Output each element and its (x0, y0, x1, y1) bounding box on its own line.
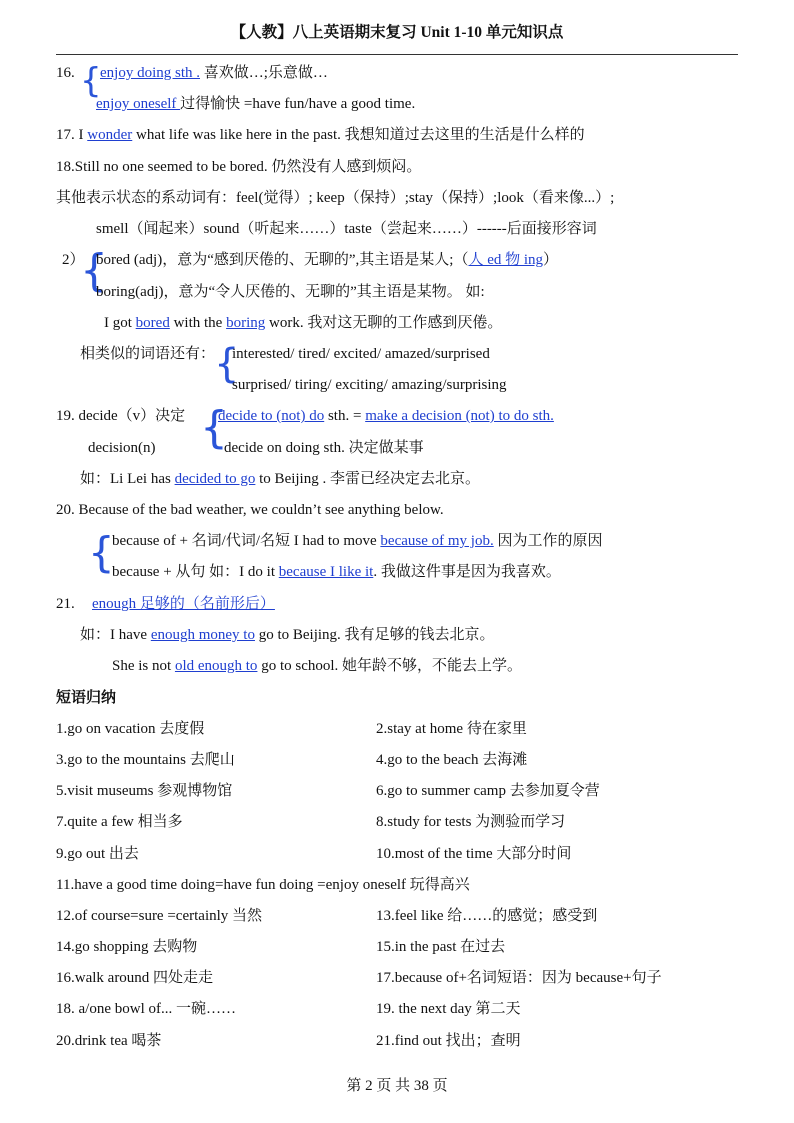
text-segment: with the (169, 315, 227, 331)
left-brace-icon: { (214, 341, 240, 387)
phrase-item: 21.find out 找出；查明 (376, 1033, 521, 1049)
text-segment: work. 我对这无聊的工作感到厌倦。 (265, 315, 503, 331)
phrase-item: 11.have a good time doing=have fun doing =enjoy oneself 玩得高兴 (56, 877, 470, 893)
item-20-because (112, 562, 561, 582)
item-19-example (80, 469, 480, 489)
text-segment: 因为工作的原因 (493, 533, 603, 549)
keyword-boring: boring (226, 315, 266, 331)
item-19-line2: decide on doing sth. 决定做某事 (224, 440, 424, 456)
page-title: 【人教】八上英语期末复习 Unit 1-10 单元知识点 (230, 24, 564, 41)
text-segment: She is not (112, 658, 175, 674)
item-19-noun: decision(n) (88, 440, 156, 456)
phrase-meaning: 过得愉快 =have fun/have a good time. (180, 96, 416, 112)
text-segment: . 我做这件事是因为我喜欢。 (373, 564, 561, 580)
page-footer: 第 2 页 共 38 页 (346, 1078, 448, 1094)
similar-words-label: 相类似的词语还有： (80, 346, 216, 362)
keyword-wonder: wonder (87, 127, 133, 143)
phrase-item: 7.quite a few 相当多 (56, 814, 183, 830)
item-20: 20. Because of the bad weather, we couldn’t see anything below. (56, 502, 444, 518)
item-16-number: 16. (56, 65, 75, 81)
keyword-bored: bored (135, 315, 170, 331)
phrase-item: 4.go to the beach 去海滩 (376, 752, 528, 768)
text-segment: because of + 名词/代词/名短 I had to move (112, 533, 381, 549)
phrase-item: 5.visit museums 参观博物馆 (56, 783, 233, 799)
bored-example (104, 313, 502, 333)
left-brace-icon: { (200, 402, 228, 453)
section-title-phrases: 短语归纳 (56, 690, 117, 706)
phrase-item: 9.go out 出去 (56, 846, 139, 862)
keyword-enough: enough 足够的（名前形后） (92, 596, 275, 612)
item-16-line1 (100, 63, 328, 83)
phrase-item: 17.because of+名词短语：因为 because+句子 (376, 970, 662, 986)
phrase-meaning: 喜欢做…;乐意做… (200, 65, 328, 81)
header-divider (56, 54, 738, 55)
phrase-item: 19. the next day 第二天 (376, 1001, 521, 1017)
item-20-because-of (112, 531, 602, 551)
item-21-heading (92, 594, 275, 614)
item-17 (56, 125, 585, 145)
keyword-decided-to-go: decided to go (174, 471, 256, 487)
linking-verbs-line2: smell（闻起来）sound（听起来……）taste（尝起来……）------后面接形容词 (96, 221, 597, 237)
phrase-item: 8.study for tests 为测验而学习 (376, 814, 566, 830)
item-21-number: 21. (56, 596, 75, 612)
item-19-label: 19. decide（v）决定 (56, 408, 186, 424)
item-21-example1 (80, 625, 495, 645)
linking-verbs-line1: 其他表示状态的系动词有：feel(觉得）; keep（保持）;stay（保持）;look（看来像...）; (56, 190, 615, 206)
phrase-enjoy-oneself: enjoy oneself (96, 96, 181, 112)
phrase-item: 2.stay at home 待在家里 (376, 721, 527, 737)
text-segment: 17. I (56, 127, 88, 143)
text-segment: what life was like here in the past. 我想知道过去这里的生活是什么样的 (132, 127, 585, 143)
text-segment: 如：I have (80, 627, 151, 643)
text-segment: go to school. 她年龄不够，不能去上学。 (257, 658, 523, 674)
text-segment: go to Beijing. 我有足够的钱去北京。 (254, 627, 495, 643)
text-segment: sth. = (324, 408, 366, 424)
phrase-item: 15.in the past 在过去 (376, 939, 506, 955)
mnemonic-ed-ing: 人 ed 物 ing (468, 252, 544, 268)
text-segment: bored (adj)，意为“感到厌倦的、无聊的”,其主语是某人;（ (96, 252, 469, 268)
left-brace-icon: { (80, 61, 102, 101)
bored-number: 2） (62, 252, 85, 268)
phrase-enjoy-doing: enjoy doing sth . (100, 65, 200, 81)
phrase-item: 6.go to summer camp 去参加夏令营 (376, 783, 600, 799)
phrase-item: 20.drink tea 喝茶 (56, 1033, 162, 1049)
phrase-item: 18. a/one bowl of... 一碗…… (56, 1001, 236, 1017)
phrase-item: 14.go shopping 去购物 (56, 939, 198, 955)
phrase-item: 1.go on vacation 去度假 (56, 721, 205, 737)
similar-words-ed: interested/ tired/ excited/ amazed/surprised (232, 346, 490, 362)
keyword-old-enough-to: old enough to (174, 658, 258, 674)
text-segment: to Beijing . 李雷已经决定去北京。 (255, 471, 480, 487)
phrase-make-a-decision: make a decision (not) to do sth. (365, 408, 554, 424)
keyword-because-i-like-it: because I like it (278, 564, 374, 580)
item-19-line1 (218, 406, 554, 426)
left-brace-icon: { (88, 528, 115, 577)
phrase-item: 10.most of the time 大部分时间 (376, 846, 572, 862)
text-segment: 如：Li Lei has (80, 471, 175, 487)
similar-words-ing: surprised/ tiring/ exciting/ amazing/surprising (232, 377, 507, 393)
phrase-item: 16.walk around 四处走走 (56, 970, 214, 986)
text-segment: because + 从句 如：I do it (112, 564, 279, 580)
phrase-item: 12.of course=sure =certainly 当然 (56, 908, 263, 924)
item-21-example2 (112, 656, 522, 676)
boring-line2: boring(adj)，意为“令人厌倦的、无聊的”其主语是某物。 如: (96, 284, 485, 300)
left-brace-icon: { (80, 245, 108, 296)
phrase-decide-to-do: decide to (not) do (218, 408, 325, 424)
phrase-item: 13.feel like 给……的感觉；感受到 (376, 908, 598, 924)
text-segment: I got (104, 315, 136, 331)
keyword-enough-money-to: enough money to (150, 627, 255, 643)
bored-line1 (96, 250, 558, 270)
item-18: 18.Still no one seemed to be bored. 仍然没有人感到烦闷。 (56, 159, 422, 175)
text-segment: ） (543, 252, 559, 268)
phrase-item: 3.go to the mountains 去爬山 (56, 752, 235, 768)
keyword-because-of-my-job: because of my job. (380, 533, 494, 549)
item-16-line2 (96, 94, 415, 114)
